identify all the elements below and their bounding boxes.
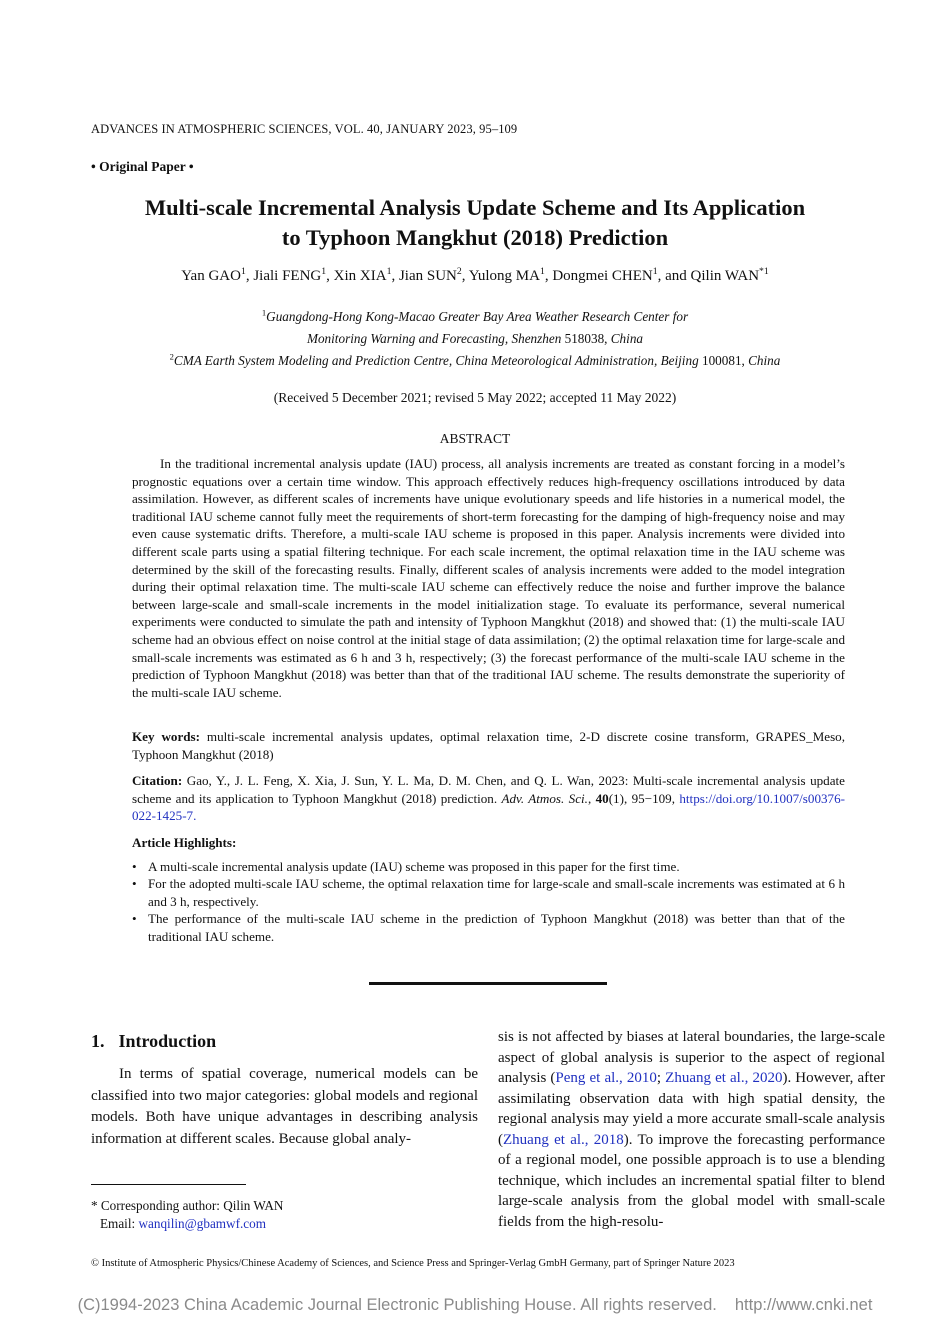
body-left-column: In terms of spatial coverage, numerical models can be classified into two major categories: global models and regional models. Both have unique advantages in describing analysis information at different scales. Because global analy- — [91, 1066, 478, 1147]
affiliation-number: 2 — [169, 351, 174, 362]
author-name: Xin XIA — [333, 268, 387, 284]
footnote — [91, 1197, 283, 1232]
affiliation-text: CMA Earth System Modeling and Prediction Centre, China Meteorological Administration, Beijing — [173, 353, 699, 368]
citation-sep: , — [587, 790, 596, 806]
affiliation-2 — [60, 350, 890, 372]
affiliation-country: China — [610, 331, 644, 346]
email-label: Email: — [100, 1215, 139, 1231]
highlight-item: • A multi-scale incremental analysis update (IAU) scheme was proposed in this paper for the first time. — [132, 858, 845, 875]
author-affiliation: 1 — [386, 266, 392, 277]
highlight-item: • The performance of the multi-scale IAU scheme in the prediction of Typhoon Mangkhut (2018) was better than that of the traditional IAU scheme. — [132, 910, 845, 945]
affiliations — [60, 306, 890, 372]
affiliation-1-line-2 — [60, 328, 890, 350]
doi-link[interactable]: https://doi.org/10.1007/s00376-022-1425-7. — [132, 790, 845, 824]
citation-pages: (1), 95−109, — [608, 790, 680, 806]
corresponding-author: * Corresponding author: Qilin WAN — [91, 1198, 284, 1213]
watermark-url: http://www.cnki.net — [734, 1296, 873, 1314]
highlights-list — [132, 858, 845, 945]
author-separator: , — [391, 268, 399, 284]
affiliation-zip: 100081, — [698, 353, 749, 368]
author-affiliation: 1 — [539, 266, 545, 277]
paper-title — [60, 193, 890, 253]
section-title: Introduction — [118, 1031, 217, 1051]
citation — [132, 772, 845, 825]
reference-link[interactable]: Zhuang et al., 2018 — [503, 1131, 624, 1148]
abstract-heading: ABSTRACT — [439, 431, 511, 446]
watermark — [0, 1296, 950, 1315]
author-separator: , and — [657, 268, 691, 284]
affiliation-country: China — [748, 353, 781, 368]
author-affiliation: 2 — [456, 266, 462, 277]
section-divider — [369, 982, 607, 985]
affiliation-1-line-1 — [60, 306, 890, 328]
author-name: Yan GAO — [181, 268, 241, 284]
highlights-heading: Article Highlights: — [132, 835, 237, 850]
author-separator: , — [544, 268, 553, 284]
affiliation-number: 1 — [261, 307, 267, 318]
copyright: © Institute of Atmospheric Physics/Chinese Academy of Sciences, and Science Press and Springer-Verlag GmbH Germany, part of Springer Nature 2023 — [91, 1258, 735, 1269]
title-line-2: to Typhoon Mangkhut (2018) Prediction — [281, 225, 669, 250]
received-dates: (Received 5 December 2021; revised 5 May 2022; accepted 11 May 2022) — [273, 390, 677, 405]
author-affiliation: 1 — [321, 266, 327, 277]
email-link[interactable]: wanqilin@gbamwf.com — [138, 1215, 266, 1231]
author-affiliation: 1 — [652, 266, 658, 277]
keywords-text: multi-scale incremental analysis updates, optimal relaxation time, 2-D discrete cosine transform, GRAPES_Meso, Typhoon Mangkhut (2018) — [132, 729, 845, 762]
title-line-1: Multi-scale Incremental Analysis Update Scheme and Its Application — [144, 195, 806, 220]
citation-volume: 40 — [595, 790, 609, 806]
author-affiliation: *1 — [759, 266, 769, 277]
author-separator: , — [461, 268, 469, 284]
author-name: Yulong MA — [468, 268, 540, 284]
author-name: Qilin WAN — [690, 268, 760, 284]
body-text: ; — [656, 1070, 666, 1086]
journal-header: ADVANCES IN ATMOSPHERIC SCIENCES, VOL. 40, JANUARY 2023, 95–109 — [91, 122, 518, 136]
reference-link[interactable]: Zhuang et al., 2020 — [665, 1070, 783, 1086]
keywords-label: Key words: — [132, 729, 200, 744]
footnote-divider — [91, 1184, 246, 1185]
affiliation-text: Monitoring Warning and Forecasting — [306, 331, 505, 346]
abstract-text: In the traditional incremental analysis update (IAU) process, all analysis increments are treated as constant forcing in a model’s prognostic equations over a certain time window. This approach effectively reduces high-frequency oscillations introduced by data assimilation. However, as different scales of increments have unique evolutionary speeds and life histories in a numerical model, the traditional IAU scheme cannot fully meet the requirements of short-term forecasting for the damping of high-frequency noise and may even cause systematic drifts. Therefore, a multi-scale IAU scheme is proposed in this paper. Analysis increments were divided into different scale parts using a spatial filtering technique. For each scale increment, the optimal relaxation time in the IAU scheme was determined by the skill of the forecasting results. Finally, different scales of analysis increments were added to the model integration during their optimal relaxation time. The multi-scale IAU scheme can effectively reduce the noise and further improve the balance between large-scale and small-scale increments in the model initialization stage. To evaluate its performance, several numerical experiments were conducted to simulate the path and intensity of Typhoon Mangkhut (2018) and showed that: (1) the multi-scale IAU scheme had an obvious effect on noise control at the initial stage of data assimilation; (2) the optimal relaxation time for large-scale and small-scale increments was estimated as 6 h and 3 h, respectively; (3) the forecast performance of the multi-scale IAU scheme in the prediction of Typhoon Mangkhut (2018) was better than that of the traditional IAU scheme. The results demonstrate the superiority of the multi-scale IAU scheme. — [132, 456, 845, 700]
body-text: ). However, after assimilating observation data with high spatial density, the regional analysis may yield a more accurate small-scale analysis ( — [498, 1070, 885, 1148]
email-line — [91, 1215, 283, 1233]
author-name: Jiali FENG — [253, 268, 322, 284]
citation-label: Citation: — [132, 773, 183, 788]
section-number: 1. — [91, 1031, 105, 1051]
watermark-text: (C)1994-2023 China Academic Journal Electronic Publishing House. All rights reserved. — [77, 1296, 717, 1314]
affiliation-city: , Shenzhen — [504, 331, 562, 346]
highlight-item: • For the adopted multi-scale IAU scheme, the optimal relaxation time for large-scale and small-scale increments was estimated at 6 h and 3 h, respectively. — [132, 875, 845, 910]
author-affiliation: 1 — [240, 266, 246, 277]
body-right-column — [498, 1027, 885, 1232]
citation-journal: Adv. Atmos. Sci. — [501, 790, 588, 806]
author-separator: , — [326, 268, 334, 284]
body-text: ). To improve the forecasting performance of a regional model, one possible approach is to use a blending technique, which includes an incremental spatial filter to blend large-scale analysis from the global model with small-scale fields from the high-resolu- — [498, 1131, 885, 1230]
author-name: Dongmei CHEN — [552, 268, 653, 284]
body-text: sis is not affected by biases at lateral boundaries, the large-scale aspect of global analysis is superior to the aspect of regional analysis ( — [498, 1029, 885, 1086]
citation-text: Gao, Y., J. L. Feng, X. Xia, J. Sun, Y. L. Ma, D. M. Chen, and Q. L. Wan, 2023: Multi-scale incremental analysis update scheme and its application to Typhoon Mangkhut (2018) prediction. — [132, 773, 845, 806]
section-heading — [91, 1031, 216, 1052]
keywords — [132, 728, 845, 763]
affiliation-zip: 518038, — [561, 331, 611, 346]
author-separator: , — [245, 268, 254, 284]
author-name: Jian SUN — [398, 268, 457, 284]
affiliation-text: Guangdong-Hong Kong-Macao Greater Bay Area Weather Research Center for — [266, 309, 689, 324]
paper-type: • Original Paper • — [91, 159, 194, 174]
author-list — [60, 268, 890, 285]
reference-link[interactable]: Peng et al., 2010 — [555, 1070, 657, 1086]
